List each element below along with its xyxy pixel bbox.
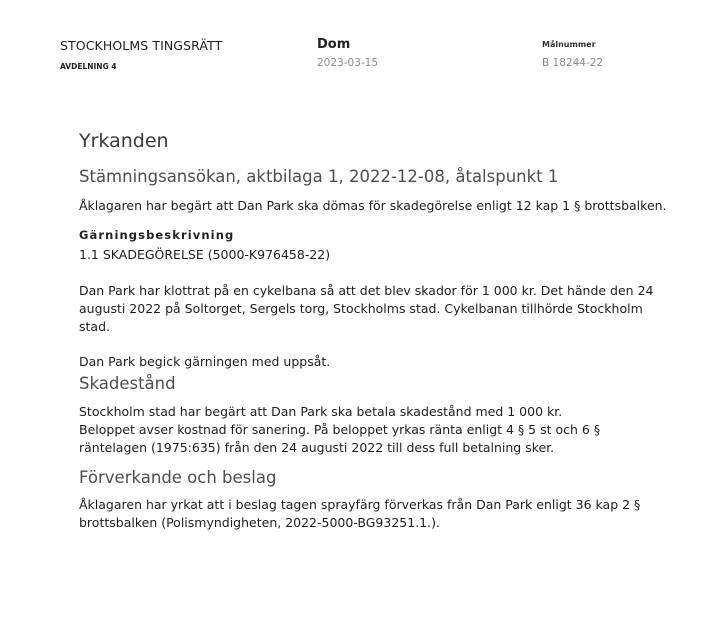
damages-text-1: Stockholm stad har begärt att Dan Park ska betala skadestånd med 1 000 kr. — [79, 404, 563, 419]
forfeiture-heading: Förverkande och beslag — [79, 468, 277, 487]
act-description-label: Gärningsbeskrivning — [79, 228, 235, 242]
claim-subheading: Stämningsansökan, aktbilaga 1, 2022-12-08, åtalspunkt 1 — [79, 167, 559, 186]
damages-heading: Skadestånd — [79, 374, 176, 393]
act-text: Dan Park har klottrat på en cykelbana så att det blev skador för 1 000 kr. Det hände den 24 augusti 2022 på Soltorget, Sergels torg, Stockholms stad. Cykelbanan tillhörde Stockholm stad. — [79, 283, 654, 334]
case-number: B 18244-22 — [542, 57, 604, 69]
document-date: 2023-03-15 — [317, 57, 379, 69]
document-body — [79, 128, 669, 532]
court-name: STOCKHOLMS TINGSRÄTT — [60, 38, 223, 53]
claim-text: Åklagaren har begärt att Dan Park ska dömas för skadegörelse enligt 12 kap 1 § brottsbalken. — [79, 198, 667, 213]
claims-heading: Yrkanden — [79, 130, 169, 152]
case-number-label: Målnummer — [542, 40, 596, 49]
document-header — [0, 0, 720, 90]
act-item: 1.1 SKADEGÖRELSE (5000-K976458-22) — [79, 247, 331, 262]
damages-text-2: Beloppet avser kostnad för sanering. På beloppet yrkas ränta enligt 4 § 5 st och 6 § räntelagen (1975:635) från den 24 augusti 2022 till dess full betalning sker. — [79, 422, 601, 455]
court-department: AVDELNING 4 — [60, 62, 117, 71]
forfeiture-text: Åklagaren har yrkat att i beslag tagen sprayfärg förverkas från Dan Park enligt 36 kap 2 § brottsbalken (Polismyndigheten, 2022-5000-BG93251.1.). — [79, 497, 641, 530]
intent-text: Dan Park begick gärningen med uppsåt. — [79, 354, 331, 369]
document-type: Dom — [317, 37, 351, 52]
